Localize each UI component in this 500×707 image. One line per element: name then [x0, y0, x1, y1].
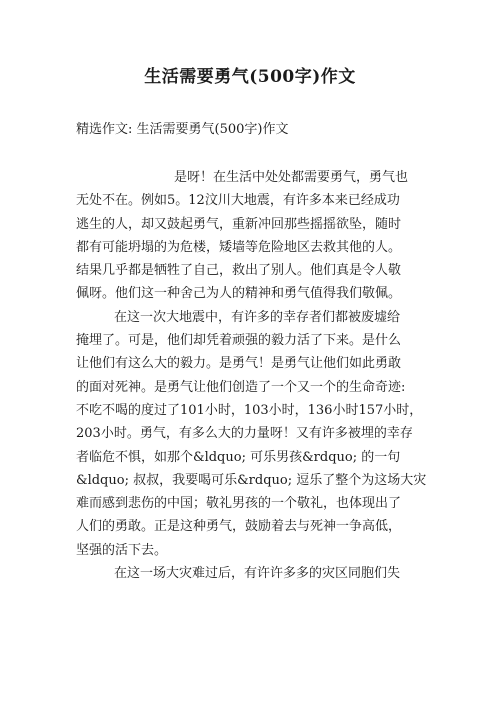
body-line: &ldquo; 叔叔，我要喝可乐&rdquo; 逗乐了整个为这场大灾 [76, 472, 427, 488]
body-line: 203小时。勇气，有多么大的力量呀！又有许多被埋的幸存 [76, 426, 413, 442]
body-line: 不吃不喝的度过了101小时，103小时，136小时157小时， [76, 402, 423, 418]
body-line: 让他们有这么大的毅力。是勇气！是勇气让他们如此勇敢 [76, 356, 402, 372]
body-line: 都有可能坍塌的为危楼，矮墙等危险地区去救其他的人。 [76, 239, 402, 255]
body-line: 者临危不惧，如那个&ldquo; 可乐男孩&rdquo; 的一句 [76, 449, 401, 465]
body-line: 佩呀。他们这一种舍己为人的精神和勇气值得我们敬佩。 [76, 286, 402, 302]
body-line: 难而感到悲伤的中国；敬礼男孩的一个敬礼，也体现出了 [76, 496, 402, 512]
body-line: 人们的勇敢。正是这种勇气，鼓励着去与死神一争高低， [76, 519, 402, 535]
body-line: 是呀！在生活中处处都需要勇气，勇气也 [174, 170, 409, 185]
body-line: 掩埋了。可是，他们却凭着顽强的毅力活了下来。是什么 [76, 333, 402, 349]
body-line: 在这一次大地震中，有许多的幸存者们都被废墟给 [114, 309, 401, 325]
body-line: 坚强的活下去。 [76, 542, 168, 558]
document-title: 生活需要勇气(500字)作文 [144, 67, 356, 87]
body-line: 在这一场大灾难过后，有许许多多的灾区同胞们失 [114, 566, 401, 582]
document-subtitle: 精选作文: 生活需要勇气(500字)作文 [76, 122, 289, 137]
document-body [76, 166, 426, 585]
body-line: 的面对死神。是勇气让他们创造了一个又一个的生命奇迹: [76, 379, 406, 395]
body-line: 无处不在。例如5。12汶川大地震，有许多本来已经成功 [76, 193, 400, 209]
body-line: 逃生的人，却又鼓起勇气，重新冲回那些摇摇欲坠，随时 [76, 216, 402, 232]
body-line: 结果几乎都是牺牲了自己，救出了别人。他们真是令人敬 [76, 263, 402, 279]
